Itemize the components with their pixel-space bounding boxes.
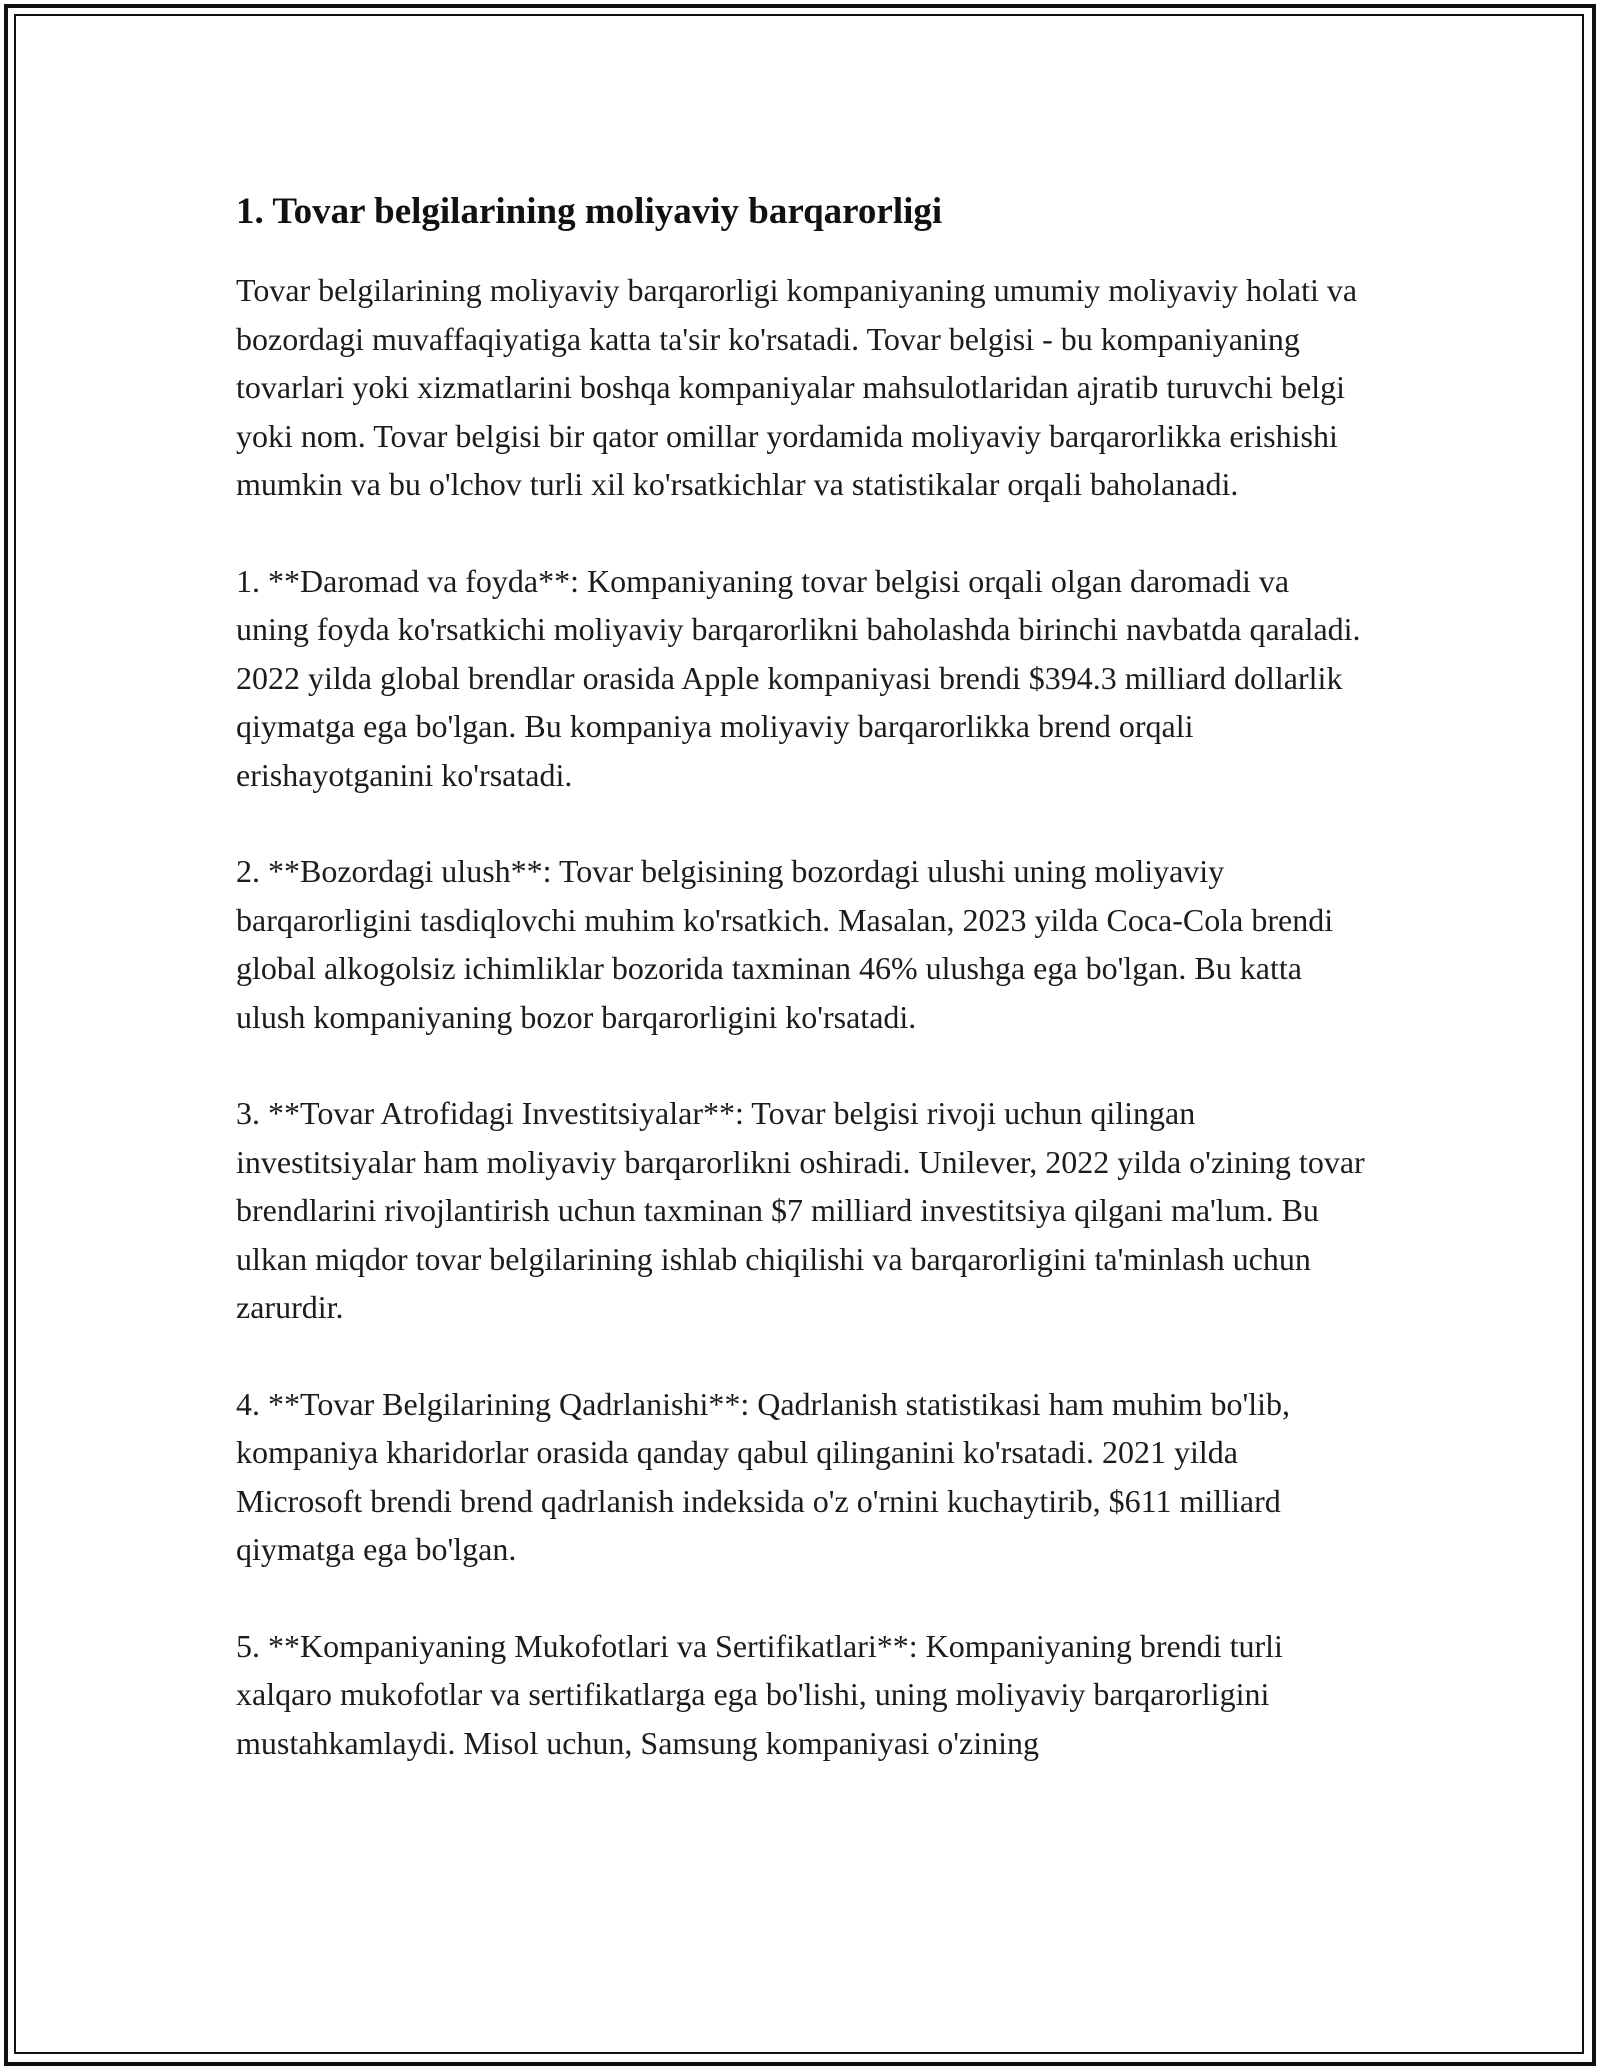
list-item-market-share: 2. **Bozordagi ulush**: Tovar belgisining bozordagi ulushi uning moliyaviy barqarorligini tasdiqlovchi muhim ko'rsatkich. Masalan, 2023 yilda Coca-Cola brendi global alkogolsiz ichimliklar bozorida taxminan 46% ulushga ega bo'lgan. Bu katta ulush kompaniyaning bozor barqarorligini ko'rsatadi.: [236, 853, 1334, 1035]
list-item-revenue-profit: 1. **Daromad va foyda**: Kompaniyaning tovar belgisi orqali olgan daromadi va uning foyda ko'rsatkichi moliyaviy barqarorlikni baholashda birinchi navbatda qaraladi. 2022 yilda global brendlar orasida Apple kompaniyasi brendi $394.3 milliard dollarlik qiymatga ega bo'lgan. Bu kompaniya moliyaviy barqarorlikka brend orqali erishayotganini ko'rsatadi.: [236, 562, 1361, 793]
document-body: [236, 186, 1366, 1815]
intro-paragraph: Tovar belgilarining moliyaviy barqarorligi kompaniyaning umumiy moliyaviy holati va bozordagi muvaffaqiyatiga katta ta'sir ko'rsatadi. Tovar belgisi - bu kompaniyaning tovarlari yoki xizmatlarini boshqa kompaniyalar mahsulotlaridan ajratib turuvchi belgi yoki nom. Tovar belgisi bir qator omillar yordamida moliyaviy barqarorlikka erishishi mumkin va bu o'lchov turli xil ko'rsatkichlar va statistikalar orqali baholanadi.: [236, 272, 1358, 502]
list-item-investments: 3. **Tovar Atrofidagi Investitsiyalar**: Tovar belgisi rivoji uchun qilingan investitsiyalar ham moliyaviy barqarorlikni oshiradi. Unilever, 2022 yilda o'zining tovar brendlarini rivojlantirish uchun taxminan $7 milliard investitsiya qilgani ma'lum. Bu ulkan miqdor tovar belgilarining ishlab chiqilishi va barqarorligini ta'minlash uchun zarurdir.: [236, 1095, 1365, 1325]
list-item-awards-certificates: 5. **Kompaniyaning Mukofotlari va Sertifikatlari**: Kompaniyaning brendi turli xalqaro mukofotlar va sertifikatlarga ega bo'lishi, uning moliyaviy barqarorligini mustahkamlaydi. Misol uchun, Samsung kompaniyasi o'zining: [236, 1627, 1283, 1761]
list-item-valuation: 4. **Tovar Belgilarining Qadrlanishi**: Qadrlanish statistikasi ham muhim bo'lib, kompaniya kharidorlar orasida qanday qabul qilinganini ko'rsatadi. 2021 yilda Microsoft brendi brend qadrlanish indeksida o'z o'rnini kuchaytirib, $611 milliard qiymatga ega bo'lgan.: [236, 1385, 1291, 1567]
section-title: 1. Tovar belgilarining moliyaviy barqarorligi: [236, 191, 943, 232]
